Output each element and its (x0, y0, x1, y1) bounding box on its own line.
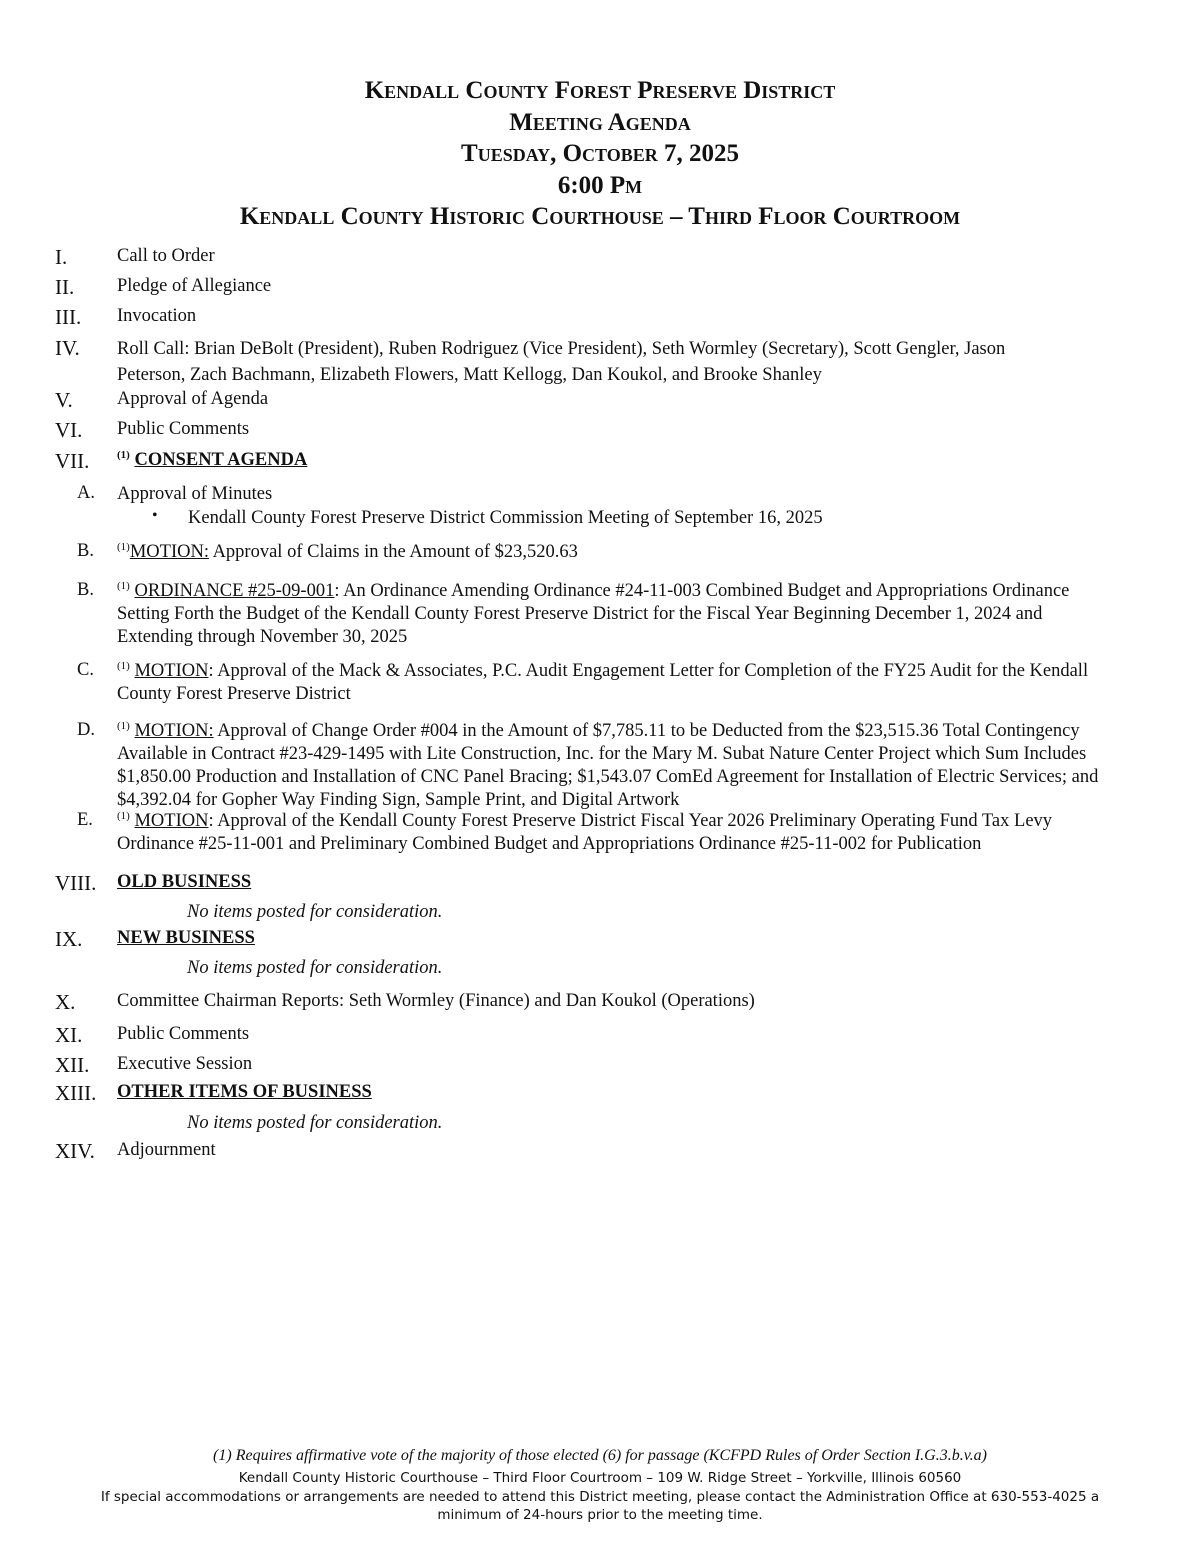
footer-accommodation: If special accommodations or arrangements are needed to attend this District meeting, please contact the Administration Office at 630-553-4025 a minimum of 24-hours prior to the meeting time. (100, 1489, 1100, 1523)
item-text: Approval of Claims in the Amount of $23,520.63 (208, 542, 578, 562)
meeting-time: 6:00 Pm (557, 172, 643, 199)
meeting-date: Tuesday, October 7, 2025 (461, 140, 739, 167)
item-number: V. (55, 388, 73, 412)
item-number: XIII. (55, 1081, 97, 1105)
ordinance-label: ORDINANCE #25-09-001 (134, 581, 335, 601)
item-number: XI. (55, 1023, 83, 1047)
consent-agenda-heading: CONSENT AGENDA (134, 450, 308, 470)
item-text: Approval of Change Order #004 in the Amount of $7,785.11 to be Deducted from the $23,515.36 Total Contingency Available in Contract #23-429-1495 with Lite Construction, Inc. for the Mary M. Subat Nature Center Project which Sum Includes $1,850.00 Production and Installation of CNC Panel Bracing; $1,543.07 ComEd Agreement for Installation of Electric Services; and $4,392.04 for Gopher Way Finding Sign, Sample Print, and Digital Artwork (117, 721, 1099, 810)
item-number: VIII. (55, 871, 97, 895)
item-text: : An Ordinance Amending Ordinance #24-11-003 Combined Budget and Appropriations Ordinance Setting Forth the Budget of the Kendall County Forest Preserve District for the Fiscal Year Beginning December 1, 2024 and Extending through November 30, 2025 (117, 581, 1070, 647)
item-text: Approval of Minutes (117, 484, 273, 504)
item-number: I. (55, 245, 68, 269)
item-number: VII. (55, 449, 90, 473)
footnote-text: (1) Requires affirmative vote of the majority of those elected (6) for passage (KCFPD Rules of Order Section I.G.3.b.v.a) (213, 1447, 987, 1464)
footnote-marker: (1) (117, 540, 130, 553)
footnote-marker: (1) (117, 809, 130, 822)
roll-call-text: Roll Call: Brian DeBolt (President), Ruben Rodriguez (Vice President), Seth Wormley (Secretary), Scott Gengler, Jason Peterson, Zach Bachmann, Elizabeth Flowers, Matt Kellogg, Dan Koukol, and Brooke Shanley (117, 339, 1006, 385)
no-items-note: No items posted for consideration. (187, 902, 443, 922)
other-business-heading: OTHER ITEMS OF BUSINESS (117, 1082, 372, 1102)
motion-label: MOTION: (129, 542, 209, 562)
item-text: Call to Order (117, 246, 215, 266)
item-letter: B. (77, 541, 94, 561)
item-text: Approval of Agenda (117, 389, 269, 409)
item-text: Invocation (117, 306, 197, 326)
footnote-marker: (1) (117, 579, 130, 592)
no-items-note: No items posted for consideration. (187, 958, 443, 978)
item-number: IX. (55, 927, 83, 951)
new-business-heading: NEW BUSINESS (117, 928, 255, 948)
motion-label: MOTION: (134, 721, 214, 741)
footnote-marker: (1) (117, 448, 130, 461)
agenda-title: Meeting Agenda (509, 109, 691, 136)
bullet-icon: • (152, 507, 158, 524)
district-title: Kendall County Forest Preserve District (364, 77, 836, 104)
item-number: III. (55, 305, 82, 329)
footnote-marker: (1) (117, 719, 130, 732)
item-number: X. (55, 990, 76, 1014)
old-business-heading: OLD BUSINESS (117, 872, 252, 892)
item-number: XIV. (55, 1139, 95, 1163)
item-text: : Approval of the Kendall County Forest Preserve District Fiscal Year 2026 Preliminary Operating Fund Tax Levy Ordinance #25-11-001 and Preliminary Combined Budget and Appropriations Ordinance #25-11-002 for Publication (117, 811, 1053, 854)
item-text: Public Comments (117, 1024, 250, 1044)
item-text: : Approval of the Mack & Associates, P.C. Audit Engagement Letter for Completion of the FY25 Audit for the Kendall County Forest Preserve District (117, 661, 1089, 704)
item-text: Public Comments (117, 419, 250, 439)
footnote-marker: (1) (117, 659, 130, 672)
meeting-location: Kendall County Historic Courthouse – Third Floor Courtroom (239, 203, 961, 230)
item-text: Pledge of Allegiance (117, 276, 272, 296)
item-letter: C. (77, 660, 94, 680)
item-text: Executive Session (117, 1054, 253, 1074)
item-letter: D. (77, 720, 95, 740)
item-number: II. (55, 275, 75, 299)
item-letter: E. (77, 810, 93, 830)
footer-address: Kendall County Historic Courthouse – Third Floor Courtroom – 109 W. Ridge Street – Yorkville, Illinois 60560 (238, 1470, 962, 1486)
item-text: Committee Chairman Reports: Seth Wormley (Finance) and Dan Koukol (Operations) (117, 991, 755, 1011)
item-text: Adjournment (117, 1140, 216, 1160)
item-letter: A. (77, 483, 95, 503)
item-number: IV. (55, 336, 80, 360)
item-number: XII. (55, 1053, 90, 1077)
bullet-text: Kendall County Forest Preserve District Commission Meeting of September 16, 2025 (188, 508, 823, 528)
motion-label: MOTION (134, 811, 209, 831)
motion-label: MOTION (134, 661, 209, 681)
no-items-note: No items posted for consideration. (187, 1113, 443, 1133)
item-number: VI. (55, 418, 83, 442)
item-letter: B. (77, 580, 94, 600)
